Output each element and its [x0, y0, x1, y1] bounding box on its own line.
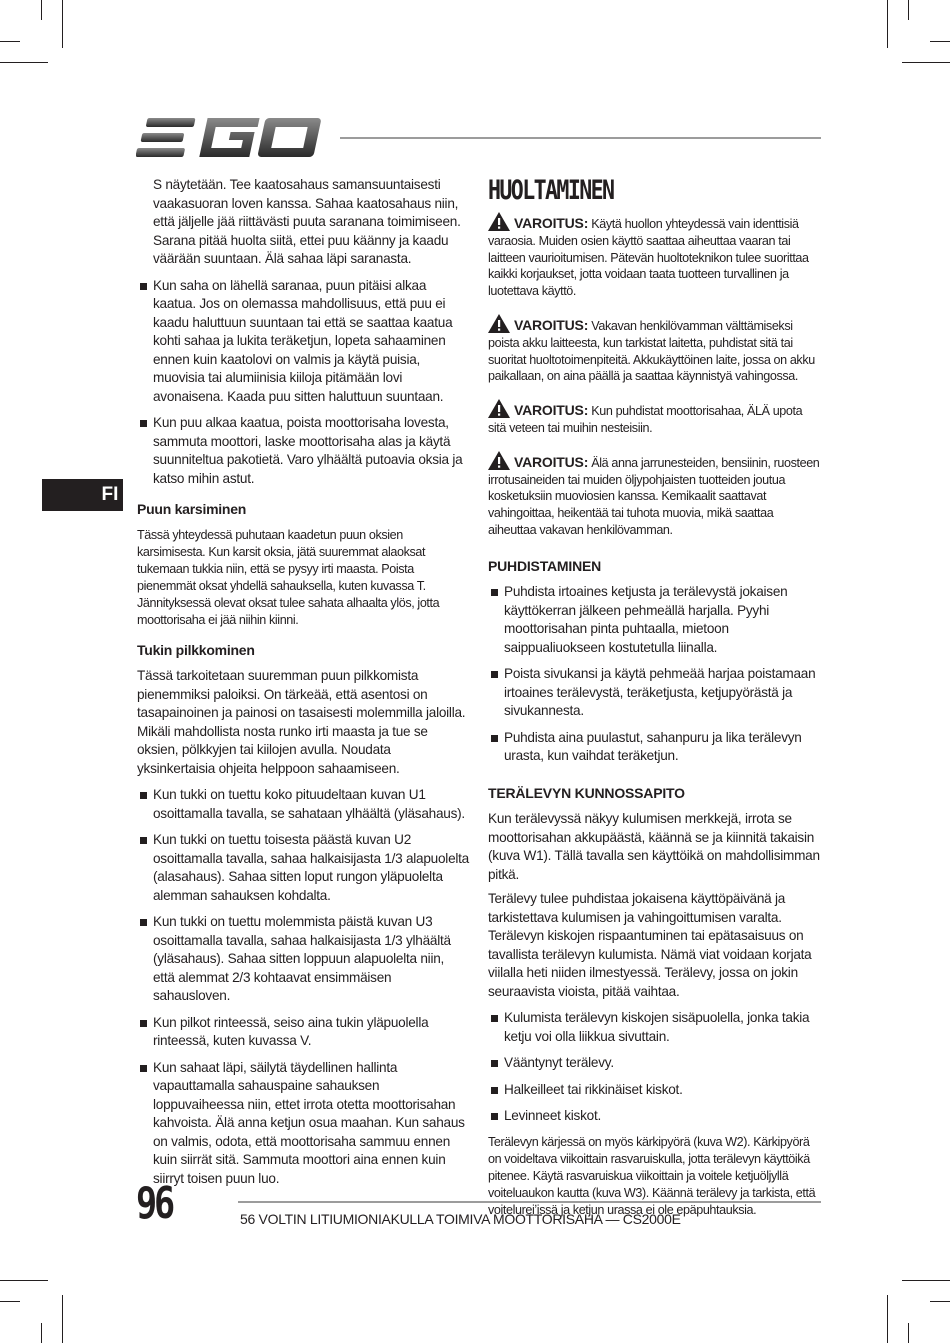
warning-icon: [488, 451, 510, 470]
crop-mark: [887, 0, 888, 48]
list-item: Kun tukki on tuettu molemmista päistä kuvan U3 osoittamalla tavalla, sahaa halkaisijasta 1/3 ylhäältä (yläsahaus). Sahaa sitten loppuun alapuolelta niin, että alemmat 2/3 kohtaavat ensimmäisen sahausloven.: [137, 913, 469, 1006]
crop-mark: [0, 62, 48, 63]
crop-mark: [930, 41, 950, 42]
crop-mark: [0, 1301, 20, 1302]
crop-mark: [908, 1323, 909, 1343]
warning-label: VAROITUS:: [514, 316, 589, 333]
warning-text: Vakavan henkilövamman välttämiseksi poista akku laitteesta, kun tarkistat laitetta, puhdistat sitä tai suoritat huoltotoimenpiteitä. Akkukäyttöinen laite, jossa on akku paikallaan, on aina päällä ja saattaa käynnistyä vahingossa.: [488, 318, 815, 384]
language-tab: FI: [42, 479, 123, 511]
warning-icon: [488, 399, 510, 418]
left-column: [137, 176, 469, 1196]
list-item: Kulumista terälevyn kiskojen sisäpuolella, jonka takia ketju voi olla liikkua sivuttain.: [488, 1009, 821, 1046]
footer-title: 56 VOLTIN LITIUMIONIAKULLA TOIMIVA MOOTTORISAHA — CS2000E: [240, 1211, 681, 1227]
crop-mark: [902, 1280, 950, 1281]
warning-text: Käytä huollon yhteydessä vain identtisiä varaosia. Muiden osien käyttö saattaa aiheuttaa vaaran tai laitteen vaurioitumisen. Pätevän huoltoteknikon tulee suorittaa kaikki korjaukset, jotta voidaan taata tuotteen turvallinen ja luotettava käyttö.: [488, 217, 809, 299]
list-item: Kun tukki on tuettu toisesta päästä kuvan U2 osoittamalla tavalla, sahaa halkaisijasta 1/3 alapuolelta (alasahaus). Sahaa sitten loput rungon yläpuolelta alemman sahauksen kohdalta.: [137, 831, 469, 905]
warning-block: [488, 212, 821, 300]
section-title: HUOLTAMINEN: [488, 175, 614, 206]
crop-mark: [0, 41, 20, 42]
ego-logo: [136, 116, 322, 160]
list-item: Vääntynyt terälevy.: [488, 1054, 821, 1073]
kunnossapito-paragraph: Terälevy tulee puhdistaa jokaisena käyttöpäivänä ja tarkistettava kulumisen ja vahingoittumisen varalta. Terälevyn kiskojen rispaantuminen tai epätasaisuus on tavallista terälevyn kulumista. Nämä viat voidaan korjata viilalla heti niiden ilmestyessä. Terälevy, jossa on jokin seuraavista vioista, pitää vaihtaa.: [488, 891, 812, 999]
crop-mark: [0, 1280, 48, 1281]
crop-mark: [62, 0, 63, 48]
list-item: Kun tukki on tuettu koko pituudeltaan kuvan U1 osoittamalla tavalla, se sahataan ylhäältä (yläsahaus).: [137, 786, 469, 823]
warning-text: Kun puhdistat moottorisahaa, ÄLÄ upota sitä veteen tai muihin nesteisiin.: [488, 404, 803, 435]
bar-defect-bullets: [488, 1009, 821, 1126]
right-column: [488, 176, 821, 1227]
crop-mark: [887, 1295, 888, 1343]
list-item: Halkeilleet tai rikkinäiset kiskot.: [488, 1081, 821, 1100]
warning-text: Älä anna jarrunesteiden, bensiinin, ruosteen irrotusaineiden tai muiden öljypohjaisten tuotteiden joutua kosketuksiin muoviosien kanssa. Kemikaalit saattavat vahingoittaa, heikentää tai tuhota muovia, mikä saattaa aiheuttaa vakavan henkilövamman.: [488, 455, 820, 537]
warning-block: [488, 314, 821, 385]
warning-label: VAROITUS:: [514, 453, 589, 470]
felling-bullets: [137, 277, 469, 489]
warning-block: [488, 399, 821, 437]
list-item: Kun puu alkaa kaatua, poista moottorisaha lovesta, sammuta moottori, laske moottorisaha alas ja käytä suunniteltua pakotietä. Varo ylhäältä putoavia oksia ja katso mihin astut.: [137, 414, 469, 488]
page-number: 96: [136, 1178, 172, 1229]
warning-label: VAROITUS:: [514, 402, 589, 419]
warning-icon: [488, 314, 510, 333]
header-rule: [340, 137, 821, 139]
crop-mark: [930, 1301, 950, 1302]
list-item: Levinneet kiskot.: [488, 1107, 821, 1126]
kunnossapito-paragraph: Kun terälevyssä näkyy kulumisen merkkejä, irrota se moottorisahan akkupäästä, käännä se ja kiinnitä takaisin (kuva W1). Tällä tavalla sen käyttöikä on mahdollisimman pitkä.: [488, 811, 820, 882]
warning-label: VAROITUS:: [514, 215, 589, 231]
crop-mark: [902, 62, 950, 63]
footer-rule: [238, 1201, 821, 1203]
warning-block: [488, 451, 821, 539]
list-item: Puhdista irtoaines ketjusta ja terälevystä jokaisen käyttökerran jälkeen pehmeällä harjalla. Pyyhi moottorisahan pinta puhtaalla, mietoon saippualiuokseen kostutetulla liinalla.: [488, 583, 821, 657]
crop-mark: [62, 1295, 63, 1343]
pilkkominen-paragraph: Tässä tarkoitetaan suuremman puun pilkkomista pienemmiksi paloiksi. On tärkeää, että asentosi on tasapainoinen ja painosi on tasaisesti molemmilla jaloilla. Mikäli mahdollista nosta runko irti maasta ja tue se oksien, pölkkyjen tai kiilojen avulla. Noudata yksinkertaisia ohjeita helppoon sahaamiseen.: [137, 668, 466, 776]
list-item: Poista sivukansi ja käytä pehmeää harjaa poistamaan irtoaines terälevystä, teräketjusta, ketjupyörästä ja sivukannesta.: [488, 665, 821, 721]
intro-paragraph: S näytetään. Tee kaatosahaus samansuuntaisesti vaakasuoran loven kanssa. Sahaa kaatosahaus niin, että jäljelle jää riittävästi puuta saranana toimimiseen. Sarana pitää huolta siitä, ettei puu käänny ja kaadu väärään suuntaan. Älä sahaa läpi saranasta.: [153, 177, 461, 266]
warning-icon: [488, 212, 510, 231]
crop-mark: [41, 1323, 42, 1343]
list-item: Kun saha on lähellä saranaa, puun pitäisi alkaa kaatua. Jos on olemassa mahdollisuus, että puu ei kaadu haluttuun suuntaan tai että se saattaa kaatua kohti sahaa ja lukita teräketjun, lopeta sahaaminen ennen kuin kaatolovi on valmis ja käytä puisia, muovisia tai alumiinisia kiiloja pitämään lovi avonaisena. Kaada puu sitten haluttuun suuntaan.: [137, 277, 469, 407]
list-item: Puhdista aina puulastut, sahanpuru ja lika terälevyn urasta, kun vaihdat teräketjun.: [488, 729, 821, 766]
kunnossapito-paragraph: Terälevyn kärjessä on myös kärkipyörä (kuva W2). Kärkipyörä on voideltava viikoittain rasvaruiskulla, jotta terälevyn käyttöikä pitenee. Käytä rasvaruiskua viikoittain ja voitele ketjuöljyllä voiteluaukon kautta (kuva W3). Käännä terälevy ja tarkista, että voitelureiʼissä ja ketjun urassa ei ole epäpuhtauksia.: [488, 1134, 816, 1217]
cleaning-bullets: [488, 583, 821, 766]
list-item: Kun pilkot rinteessä, seiso aina tukin yläpuolella rinteessä, kuten kuvassa V.: [137, 1014, 469, 1051]
bucking-bullets: [137, 786, 469, 1188]
heading-pilkkominen: Tukin pilkkominen: [137, 641, 255, 658]
heading-karsiminen: Puun karsiminen: [137, 501, 247, 517]
heading-puhdistaminen: PUHDISTAMINEN: [488, 557, 602, 574]
crop-mark: [908, 0, 909, 20]
karsiminen-paragraph: Tässä yhteydessä puhutaan kaadetun puun oksien karsimisesta. Kun karsit oksia, jätä suuremmat alaoksat tukemaan tukkia niin, että se pysyy irti maasta. Poista pienemmät oksat yhdellä sahauksella, kuten kuvassa T. Jännityksessä olevat oksat tulee sahata alhaalta ylös, jotta moottorisaha ei jää niihin kiinni.: [137, 527, 440, 627]
crop-mark: [41, 0, 42, 20]
heading-kunnossapito: TERÄLEVYN KUNNOSSAPITO: [488, 784, 685, 801]
list-item: Kun sahaat läpi, säilytä täydellinen hallinta vapauttamalla sahauspaine sahauksen loppuvaiheessa niin, ettet irrota otetta moottorisahan kahvoista. Älä anna ketjun osua maahan. Kun sahaus on valmis, odota, että moottorisaha sammuu ennen kuin siirrät sitä. Sammuta moottori aina ennen kuin siirryt toisen puun luo.: [137, 1059, 469, 1189]
